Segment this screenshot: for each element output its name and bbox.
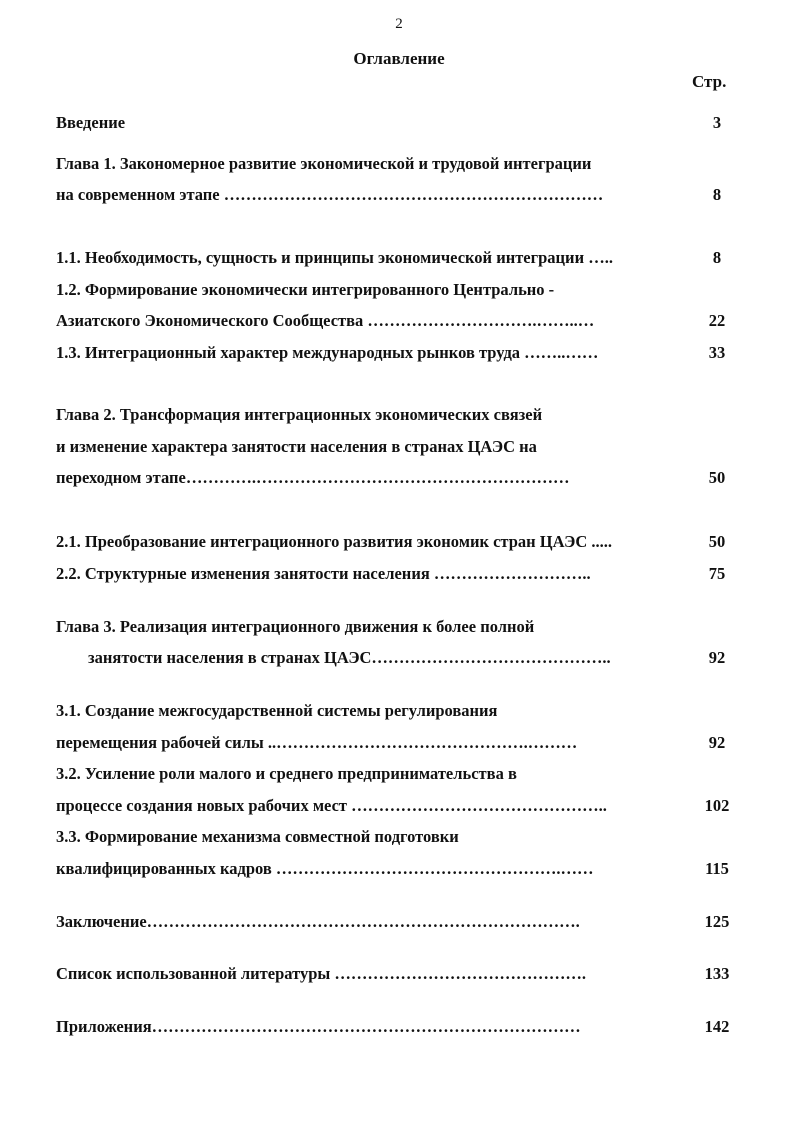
toc-entry-text: 1.3. Интеграционный характер международных рынков труда ……..…… — [56, 343, 599, 362]
toc-entry-chapter-3-cont — [56, 648, 741, 672]
toc-entry-page: 50 — [708, 468, 726, 487]
toc-entry-page: 102 — [704, 796, 730, 815]
toc-entry-page: 8 — [712, 185, 722, 204]
toc-entry-text: и изменение характера занятости населения в странах ЦАЭС на — [56, 437, 537, 456]
toc-entry-text: Список использованной литературы ………………………………………. — [56, 964, 587, 983]
toc-entry-3-2 — [56, 764, 741, 788]
toc-entry-page: 92 — [708, 648, 726, 667]
toc-entry-conclusion — [56, 912, 741, 936]
toc-entry-chapter-3 — [56, 617, 741, 641]
toc-entry-text: занятости населения в странах ЦАЭС…………………………………….. — [88, 648, 611, 667]
toc-entry-text: Введение — [56, 113, 126, 132]
toc-entry-text: Азиатского Экономического Сообщества ………………………….……..… — [56, 311, 595, 330]
toc-entry-1-1 — [56, 248, 741, 272]
toc-entry-page: 8 — [712, 248, 722, 267]
toc-entry-references — [56, 964, 741, 988]
toc-entry-1-2-cont — [56, 311, 741, 335]
toc-entry-text: 3.3. Формирование механизма совместной подготовки — [56, 827, 459, 846]
toc-entry-page: 133 — [704, 964, 730, 983]
toc-entry-1-2 — [56, 280, 741, 304]
toc-entry-text: процессе создания новых рабочих мест ……………………………………….. — [56, 796, 607, 815]
toc-entry-3-3 — [56, 827, 741, 851]
toc-entry-text: квалифицированных кадров …………………………………………….…… — [56, 859, 594, 878]
toc-entry-chapter-2 — [56, 405, 741, 429]
toc-entry-chapter-2-cont — [56, 437, 741, 461]
toc-entry-text: перемещения рабочей силы ..……………………………………….……… — [56, 733, 578, 752]
toc-entry-3-1-cont — [56, 733, 741, 757]
toc-entry-2-2 — [56, 564, 741, 588]
toc-entry-page: 22 — [708, 311, 726, 330]
toc-entry-text: Глава 1. Закономерное развитие экономической и трудовой интеграции — [56, 154, 592, 173]
toc-entry-page: 33 — [708, 343, 726, 362]
toc-entry-text: 2.1. Преобразование интеграционного развития экономик стран ЦАЭС ..... — [56, 532, 612, 551]
toc-entry-page: 115 — [705, 859, 729, 878]
page-number: 2 — [395, 16, 403, 32]
toc-entry-text: Заключение……………………………………………………………………. — [56, 912, 580, 931]
toc-entry-text: 1.2. Формирование экономически интегрированного Центрально - — [56, 280, 555, 299]
toc-entry-chapter-2-cont2 — [56, 468, 741, 492]
toc-entry-3-1 — [56, 701, 741, 725]
toc-entry-text: переходном этапе………….………………………………………………… — [56, 468, 570, 487]
toc-entry-appendices — [56, 1017, 741, 1041]
toc-entry-page: 50 — [708, 532, 726, 551]
toc-entry-page: 3 — [712, 113, 722, 132]
toc-entry-page: 125 — [704, 912, 730, 931]
toc-entry-introduction — [56, 113, 741, 137]
toc-entry-3-3-cont — [56, 859, 741, 883]
toc-entry-chapter-1-cont — [56, 185, 741, 209]
toc-entry-3-2-cont — [56, 796, 741, 820]
page-column-header: Стр. — [692, 72, 727, 91]
toc-title: Оглавление — [353, 49, 445, 68]
toc-entry-text: 3.2. Усиление роли малого и среднего предпринимательства в — [56, 764, 517, 783]
toc-entry-page: 92 — [708, 733, 726, 752]
toc-entry-text: Приложения…………………………………………………………………… — [56, 1017, 581, 1036]
toc-entry-text: 1.1. Необходимость, сущность и принципы экономической интеграции ….. — [56, 248, 613, 267]
toc-entry-text: Глава 2. Трансформация интеграционных экономических связей — [56, 405, 543, 424]
toc-entry-2-1 — [56, 532, 741, 556]
toc-entry-text: Глава 3. Реализация интеграционного движения к более полной — [56, 617, 535, 636]
toc-entry-text: на современном этапе …………………………………………………………… — [56, 185, 604, 204]
toc-entry-text: 2.2. Структурные изменения занятости населения ……………………….. — [56, 564, 591, 583]
toc-entry-1-3 — [56, 343, 741, 367]
toc-entry-chapter-1 — [56, 154, 741, 178]
toc-entry-page: 75 — [708, 564, 726, 583]
toc-entry-page: 142 — [704, 1017, 730, 1036]
toc-entry-text: 3.1. Создание межгосударственной системы регулирования — [56, 701, 498, 720]
